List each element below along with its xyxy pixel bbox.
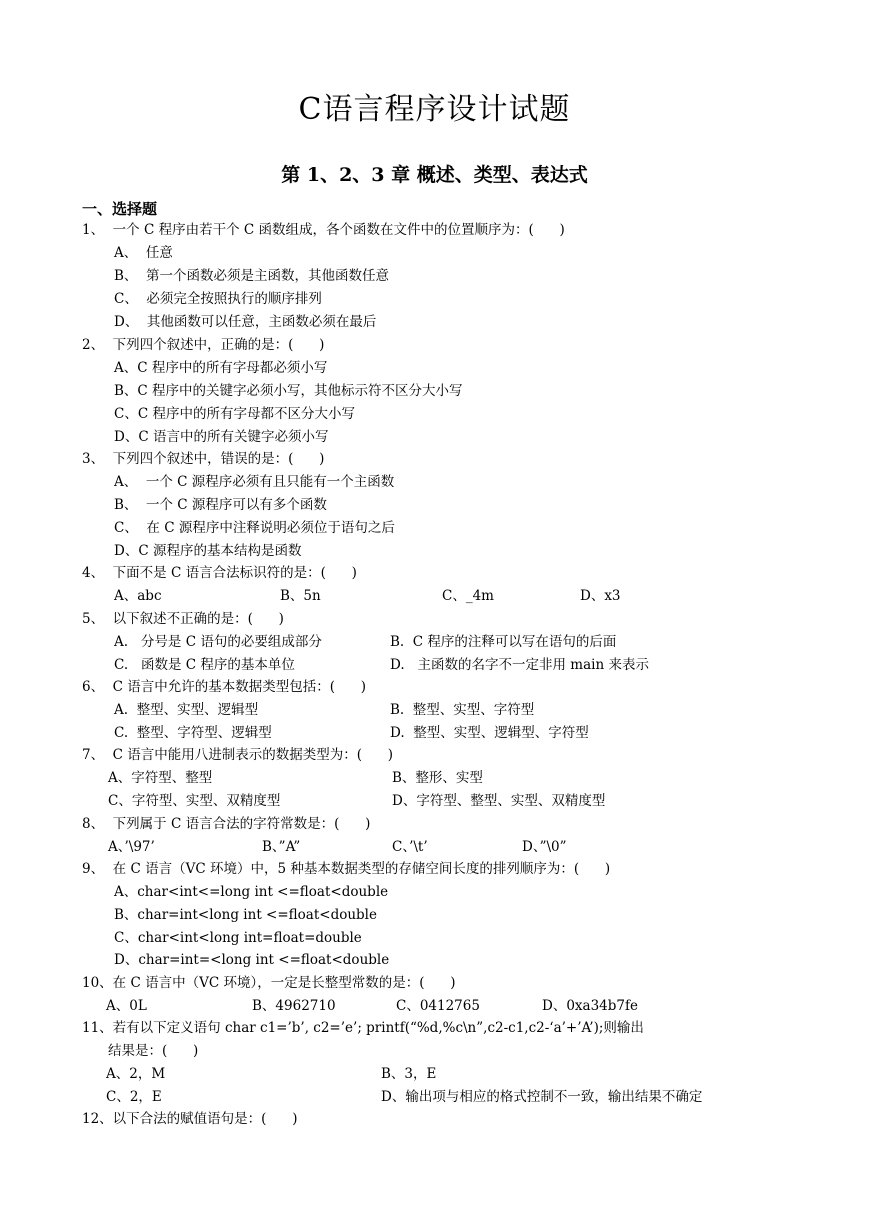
- question-11-option-b: B、3，E: [381, 1066, 437, 1082]
- question-9-stem: 9、 在 C 语言（VC 环境）中，5 种基本数据类型的存储空间长度的排列顺序为：( ): [82, 861, 611, 877]
- question-3-option-a: A、 一个 C 源程序必须有且只能有一个主函数: [114, 474, 395, 490]
- question-7-option-a: A、字符型、整型: [108, 770, 213, 786]
- question-1-option-a: A、 任意: [114, 245, 173, 261]
- question-4-option-d: D、x3: [580, 588, 621, 604]
- question-10-stem: 10、在 C 语言中（VC 环境），一定是长整型常数的是：( ): [82, 975, 456, 991]
- question-3-stem: 3、 下列四个叙述中，错误的是：( ): [82, 451, 325, 467]
- question-2-option-d: D、C 语言中的所有关键字必须小写: [114, 429, 329, 445]
- question-7-stem: 7、 C 语言中能用八进制表示的数据类型为：( ): [82, 747, 394, 763]
- question-9-option-a: A、char<int<=long int <=float<double: [114, 884, 389, 900]
- question-3-option-c: C、 在 C 源程序中注释说明必须位于语句之后: [114, 520, 395, 536]
- question-2-option-b: B、C 程序中的关键字必须小写，其他标示符不区分大小写: [114, 383, 463, 399]
- document-title: C语言程序设计试题: [298, 92, 571, 127]
- question-11-stem: 11、若有以下定义语句 char c1=’b’, c2=’e’; printf(“%d,%c\n”,c2-c1,c2-‘a’+’A’);则输出: [82, 1020, 644, 1036]
- question-5-option-b: B. C 程序的注释可以写在语句的后面: [390, 634, 617, 650]
- question-4-option-a: A、abc: [114, 588, 162, 604]
- question-2-option-a: A、C 程序中的所有字母都必须小写: [114, 360, 328, 376]
- question-12-stem: 12、以下合法的赋值语句是：( ): [82, 1111, 298, 1127]
- question-9-option-c: C、char<int<long int=float=double: [114, 930, 362, 946]
- question-11-option-a: A、2，M: [106, 1066, 166, 1082]
- section-heading: 一、选择题: [82, 200, 158, 218]
- question-10-option-d: D、0xa34b7fe: [542, 998, 638, 1014]
- question-7-option-d: D、字符型、整型、实型、双精度型: [392, 793, 606, 809]
- question-8-option-d: D、”\0”: [522, 839, 567, 855]
- question-2-stem: 2、 下列四个叙述中，正确的是：( ): [82, 337, 325, 353]
- question-5-option-a: A. 分号是 C 语句的必要组成部分: [114, 634, 322, 650]
- question-8-stem: 8、 下列属于 C 语言合法的字符常数是：( ): [82, 816, 371, 832]
- question-1-stem: 1、 一个 C 程序由若干个 C 函数组成，各个函数在文件中的位置顺序为：( ): [82, 222, 565, 238]
- question-8-option-a: A、’\97’: [108, 839, 155, 855]
- question-3-option-b: B、 一个 C 源程序可以有多个函数: [114, 497, 327, 513]
- question-1-option-c: C、 必须完全按照执行的顺序排列: [114, 291, 322, 307]
- question-6-option-a: A. 整型、实型、逻辑型: [114, 702, 259, 718]
- question-6-option-b: B. 整型、实型、字符型: [390, 702, 535, 718]
- question-8-option-b: B、”A”: [262, 839, 301, 855]
- question-6-stem: 6、 C 语言中允许的基本数据类型包括：( ): [82, 679, 367, 695]
- question-11-stem-continued: 结果是：( ): [108, 1043, 199, 1059]
- question-5-option-c: C. 函数是 C 程序的基本单位: [114, 657, 295, 673]
- question-6-option-c: C. 整型、字符型、逻辑型: [114, 725, 272, 741]
- question-4-option-b: B、5n: [280, 588, 321, 604]
- question-11-option-d: D、输出项与相应的格式控制不一致，输出结果不确定: [381, 1089, 703, 1105]
- question-9-option-b: B、char=int<long int <=float<double: [114, 907, 377, 923]
- question-3-option-d: D、C 源程序的基本结构是函数: [114, 543, 302, 559]
- question-10-option-c: C、0412765: [396, 998, 480, 1014]
- question-5-option-d: D. 主函数的名字不一定非用 main 来表示: [390, 657, 649, 673]
- question-7-option-b: B、整形、实型: [392, 770, 483, 786]
- question-2-option-c: C、C 程序中的所有字母都不区分大小写: [114, 406, 355, 422]
- question-11-option-c: C、2，E: [106, 1089, 162, 1105]
- question-4-stem: 4、 下面不是 C 语言合法标识符的是：( ): [82, 565, 357, 581]
- question-1-option-d: D、 其他函数可以任意，主函数必须在最后: [114, 314, 377, 330]
- question-5-stem: 5、 以下叙述不正确的是：( ): [82, 611, 284, 627]
- question-9-option-d: D、char=int=<long int <=float<double: [114, 952, 390, 968]
- question-1-option-b: B、 第一个函数必须是主函数，其他函数任意: [114, 268, 390, 284]
- question-7-option-c: C、字符型、实型、双精度型: [108, 793, 281, 809]
- question-8-option-c: C、’\t’: [392, 839, 428, 855]
- chapter-heading: 第 1、2、3 章 概述、类型、表达式: [281, 164, 588, 186]
- question-6-option-d: D. 整型、实型、逻辑型、字符型: [390, 725, 589, 741]
- question-10-option-b: B、4962710: [252, 998, 336, 1014]
- question-10-option-a: A、0L: [106, 998, 147, 1014]
- question-4-option-c: C、_4m: [442, 588, 494, 604]
